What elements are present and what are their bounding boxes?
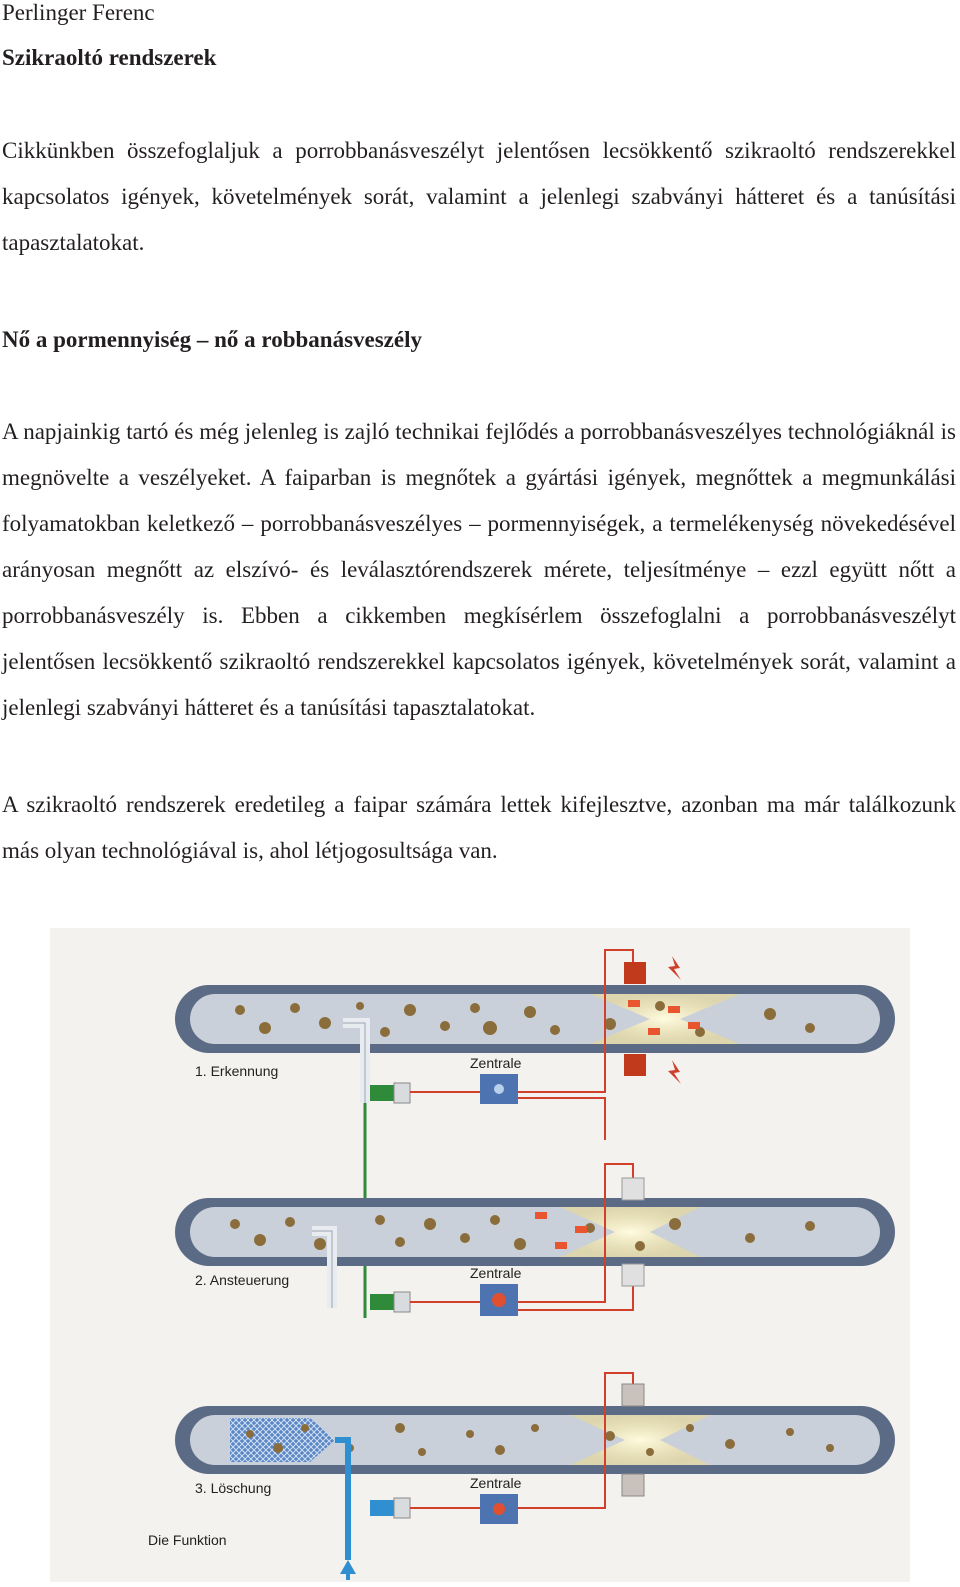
section-heading: Nő a pormennyiség – nő a robbanásveszély	[2, 327, 422, 352]
nozzle-icon	[622, 1384, 644, 1406]
figure-caption: Die Funktion	[148, 1532, 227, 1548]
central-label: Zentrale	[470, 1475, 522, 1491]
nozzle-icon	[622, 1178, 644, 1200]
central-label: Zentrale	[470, 1265, 522, 1281]
duct-interior	[190, 994, 880, 1044]
article-title: Szikraoltó rendszerek	[2, 45, 217, 70]
central-label: Zentrale	[470, 1055, 522, 1071]
stage-1-label: 1. Erkennung	[195, 1063, 279, 1079]
stage-2-label: 2. Ansteuerung	[195, 1272, 290, 1288]
sensor-icon	[370, 1294, 394, 1310]
sensor-icon	[370, 1500, 394, 1516]
nozzle-icon	[622, 1474, 644, 1496]
nozzle-icon	[624, 1054, 646, 1076]
stage-3-label: 3. Löschung	[195, 1480, 272, 1496]
intro-paragraph: Cikkünkben összefoglaljuk a porrobbanásveszélyt jelentősen lecsökkentő szikraoltó rendszerekkel kapcsolatos igények, követelmények sorát, valamint a jelenlegi szabványi hátteret és a tanúsítási tapasztalatokat.	[2, 138, 956, 255]
nozzle-icon	[622, 1264, 644, 1286]
function-diagram	[50, 928, 910, 1582]
body-paragraph-1: A napjainkig tartó és még jelenleg is zajló technikai fejlődés a porrobbanásveszélyes technológiáknál is megnövelte a veszélyeket. A faiparban is megnőtek a gyártási igények, megnőttek a megmunkálási folyamatokban keletkező – porrobbanásveszélyes – pormennyiségek, a termelékenység növekedésével arányosan megnőtt az elszívó- és leválasztórendszerek mérete, teljesítménye – ezzl együtt nőtt a porrobbanásveszély is. Ebben a cikkemben megkísérlem összefoglalni a porrobbanásveszélyt jelentősen lecsökkentő szikraoltó rendszerekkel kapcsolatos igények, követelmények sorát, valamint a jelenlegi szabványi hátteret és a tanúsítási tapasztalatokat.	[2, 419, 956, 720]
sensor-icon	[370, 1085, 394, 1101]
body-paragraph-2: A szikraoltó rendszerek eredetileg a faipar számára lettek kifejlesztve, azonban ma már találkozunk más olyan technológiával is, ahol létjogosultsága van.	[2, 792, 956, 863]
nozzle-icon	[624, 962, 646, 984]
author-name: Perlinger Ferenc	[2, 0, 155, 25]
